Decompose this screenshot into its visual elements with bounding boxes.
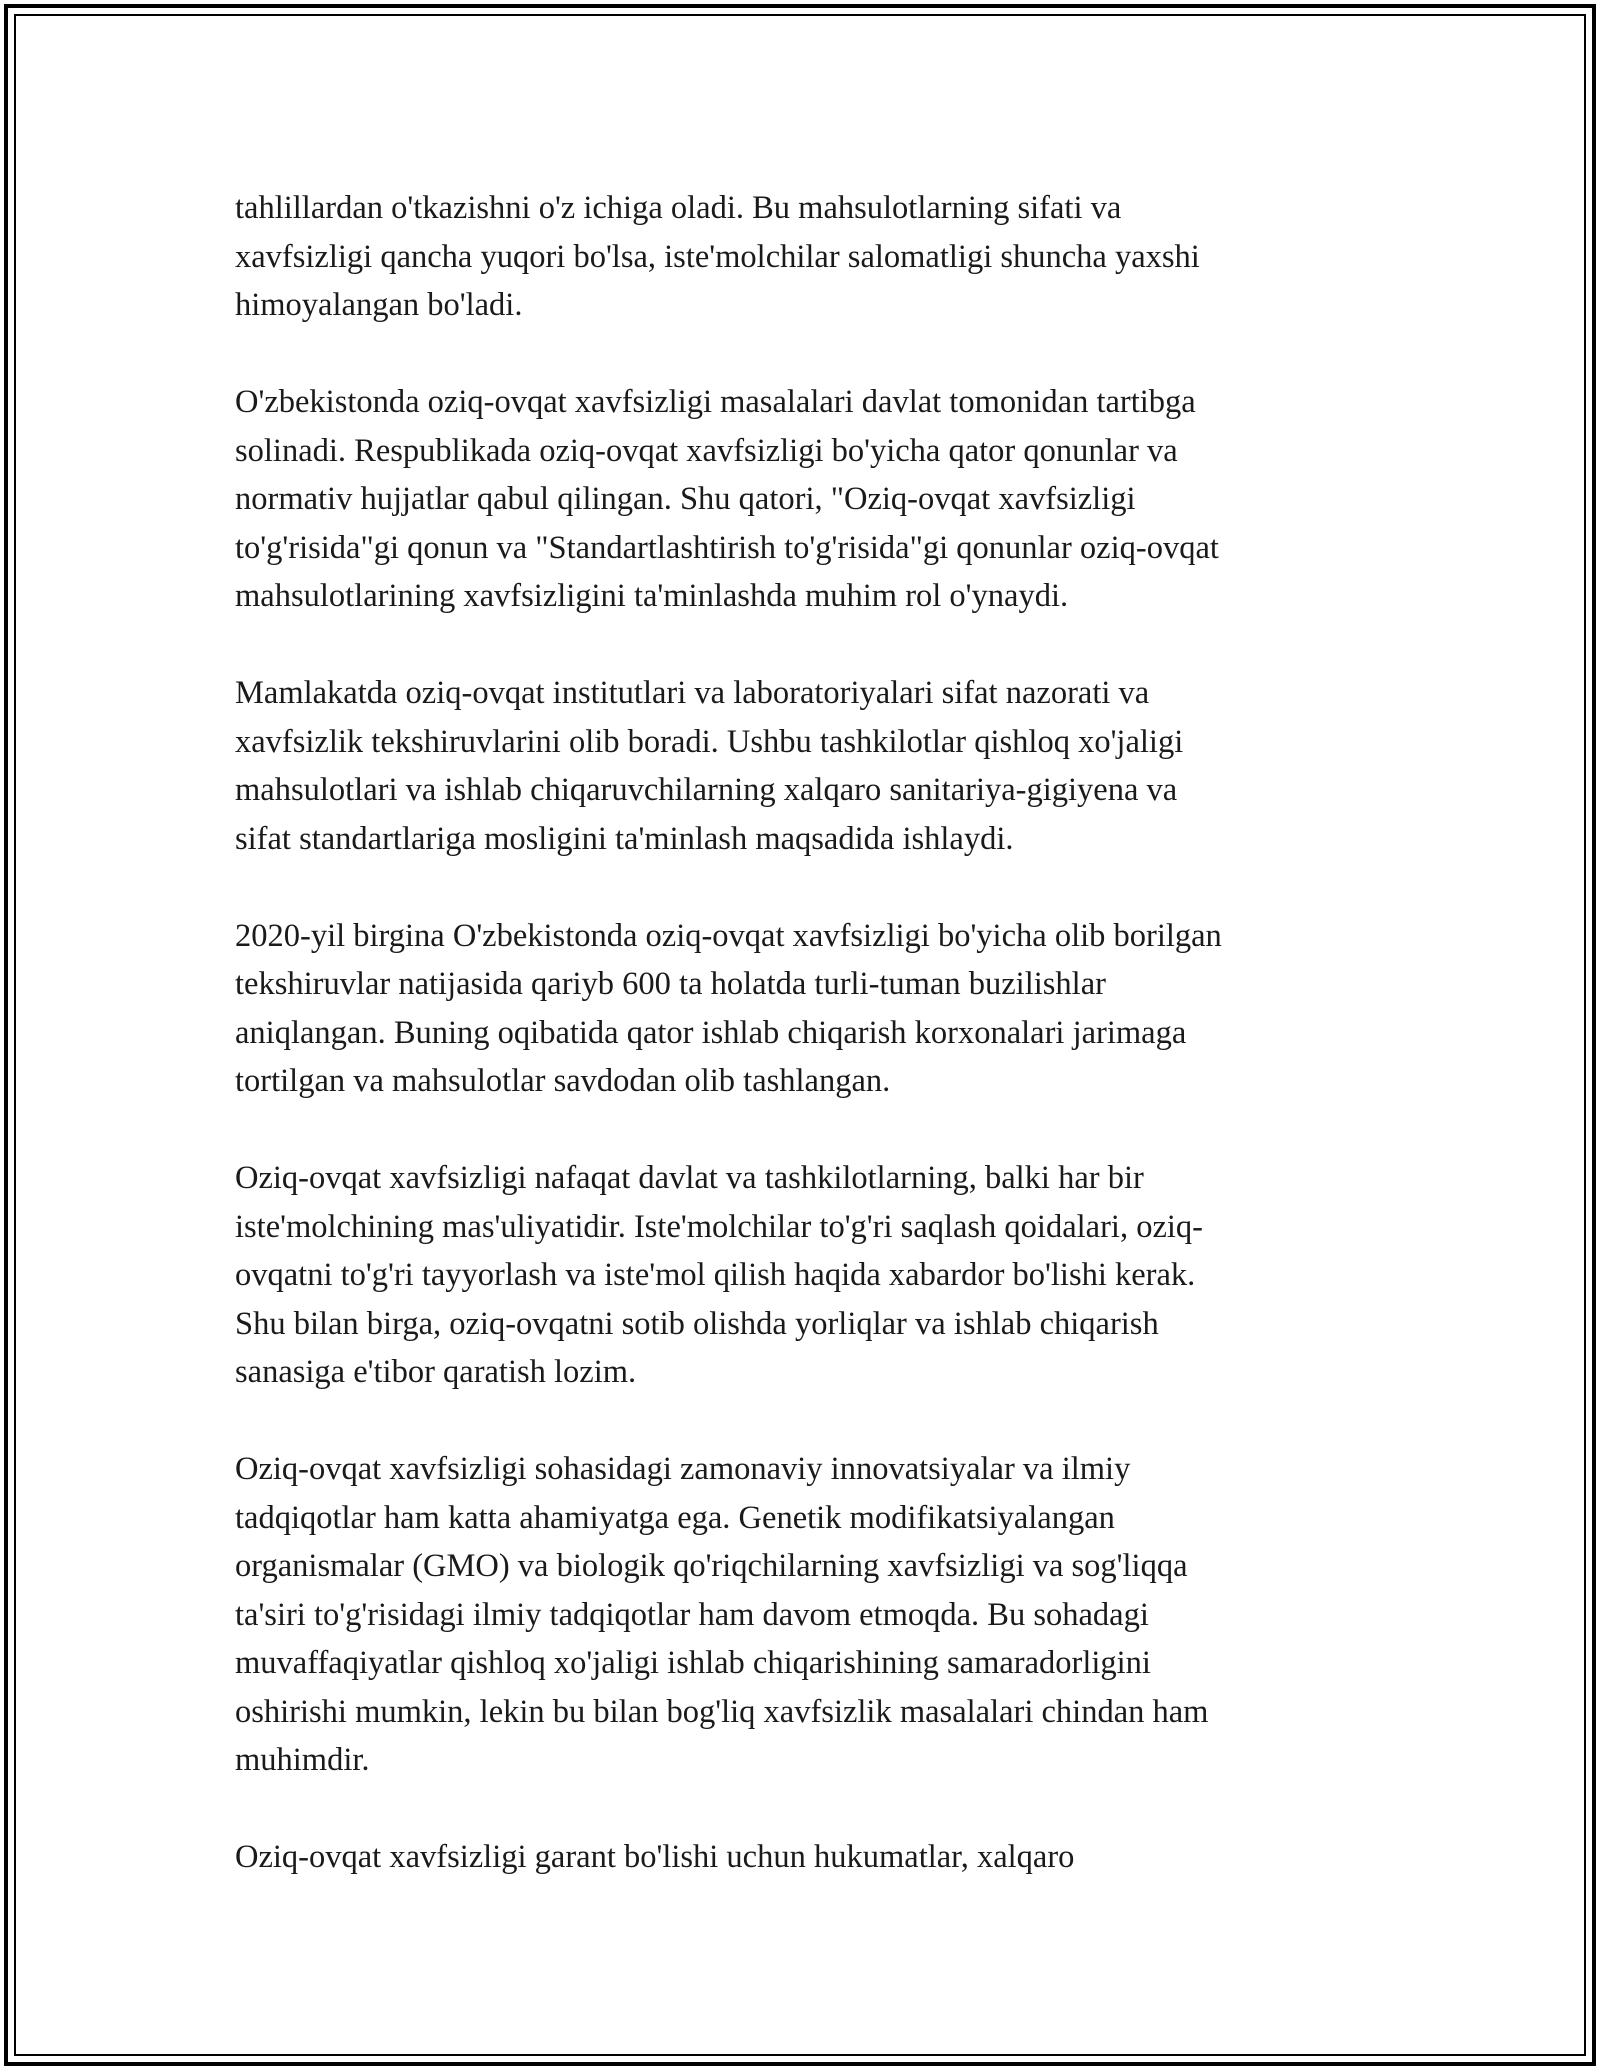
paragraph-7 [235,1833,1365,1882]
text-line: ovqatni to'g'ri tayyorlash va iste'mol qilish haqida xabardor bo'lishi kerak. [235,1257,1196,1293]
text-line: solinadi. Respublikada oziq-ovqat xavfsizligi bo'yicha qator qonunlar va [235,432,1178,469]
text-line: tahlillardan o'tkazishni o'z ichiga oladi. Bu mahsulotlarning sifati va [235,190,1122,226]
text-line: sanasiga e'tibor qaratish lozim. [235,1354,637,1390]
text-line: O'zbekistonda oziq-ovqat xavfsizligi masalalari davlat tomonidan tartibga [235,384,1196,420]
text-line: tadqiqotlar ham katta ahamiyatga ega. Genetik modifikatsiyalangan [235,1499,1115,1536]
text-line: normativ hujjatlar qabul qilingan. Shu qatori, "Oziq-ovqat xavfsizligi [235,481,1136,517]
text-line: mahsulotlari va ishlab chiqaruvchilarning xalqaro sanitariya-gigiyena va [235,772,1178,808]
paragraph-2 [235,378,1365,621]
text-line: Oziq-ovqat xavfsizligi sohasidagi zamonaviy innovatsiyalar va ilmiy [235,1451,1131,1487]
text-line: 2020-yil birgina O'zbekistonda oziq-ovqat xavfsizligi bo'yicha olib borilgan [235,917,1222,954]
text-line: organismalar (GMO) va biologik qo'riqchilarning xavfsizligi va sog'liqqa [235,1548,1188,1584]
document-body [235,184,1365,1930]
paragraph-3 [235,669,1365,863]
paragraph-1 [235,184,1365,330]
text-line: himoyalangan bo'ladi. [235,287,523,323]
text-line: muvaffaqiyatlar qishloq xo'jaligi ishlab chiqarishining samaradorligini [235,1645,1151,1681]
paragraph-6 [235,1445,1365,1785]
text-line: xavfsizligi qancha yuqori bo'lsa, iste'molchilar salomatligi shuncha yaxshi [235,238,1200,275]
text-line: xavfsizlik tekshiruvlarini olib boradi. Ushbu tashkilotlar qishloq xo'jaligi [235,723,1184,760]
text-line: mahsulotlarining xavfsizligini ta'minlashda muhim rol o'ynaydi. [235,578,1069,614]
text-line: Oziq-ovqat xavfsizligi nafaqat davlat va tashkilotlarning, balki har bir [235,1160,1144,1196]
text-line: ta'siri to'g'risidagi ilmiy tadqiqotlar ham davom etmoqda. Bu sohadagi [235,1596,1149,1633]
text-line: tekshiruvlar natijasida qariyb 600 ta holatda turli-tuman buzilishlar [235,966,1106,1002]
text-line: aniqlangan. Buning oqibatida qator ishlab chiqarish korxonalari jarimaga [235,1014,1187,1051]
text-line: to'g'risida"gi qonun va "Standartlashtirish to'g'risida"gi qonunlar oziq-ovqat [235,529,1219,566]
paragraph-4 [235,912,1365,1106]
text-line: Shu bilan birga, oziq-ovqatni sotib olishda yorliqlar va ishlab chiqarish [235,1305,1159,1342]
text-line: Oziq-ovqat xavfsizligi garant bo'lishi uchun hukumatlar, xalqaro [235,1839,1075,1875]
paragraph-5 [235,1154,1365,1397]
text-line: sifat standartlariga mosligini ta'minlash maqsadida ishlaydi. [235,820,1014,857]
text-line: iste'molchining mas'uliyatidir. Iste'molchilar to'g'ri saqlash qoidalari, oziq- [235,1208,1203,1245]
text-line: muhimdir. [235,1742,370,1778]
text-line: tortilgan va mahsulotlar savdodan olib tashlangan. [235,1063,891,1099]
text-line: oshirishi mumkin, lekin bu bilan bog'liq xavfsizlik masalalari chindan ham [235,1693,1209,1730]
text-line: Mamlakatda oziq-ovqat institutlari va laboratoriyalari sifat nazorati va [235,675,1150,711]
